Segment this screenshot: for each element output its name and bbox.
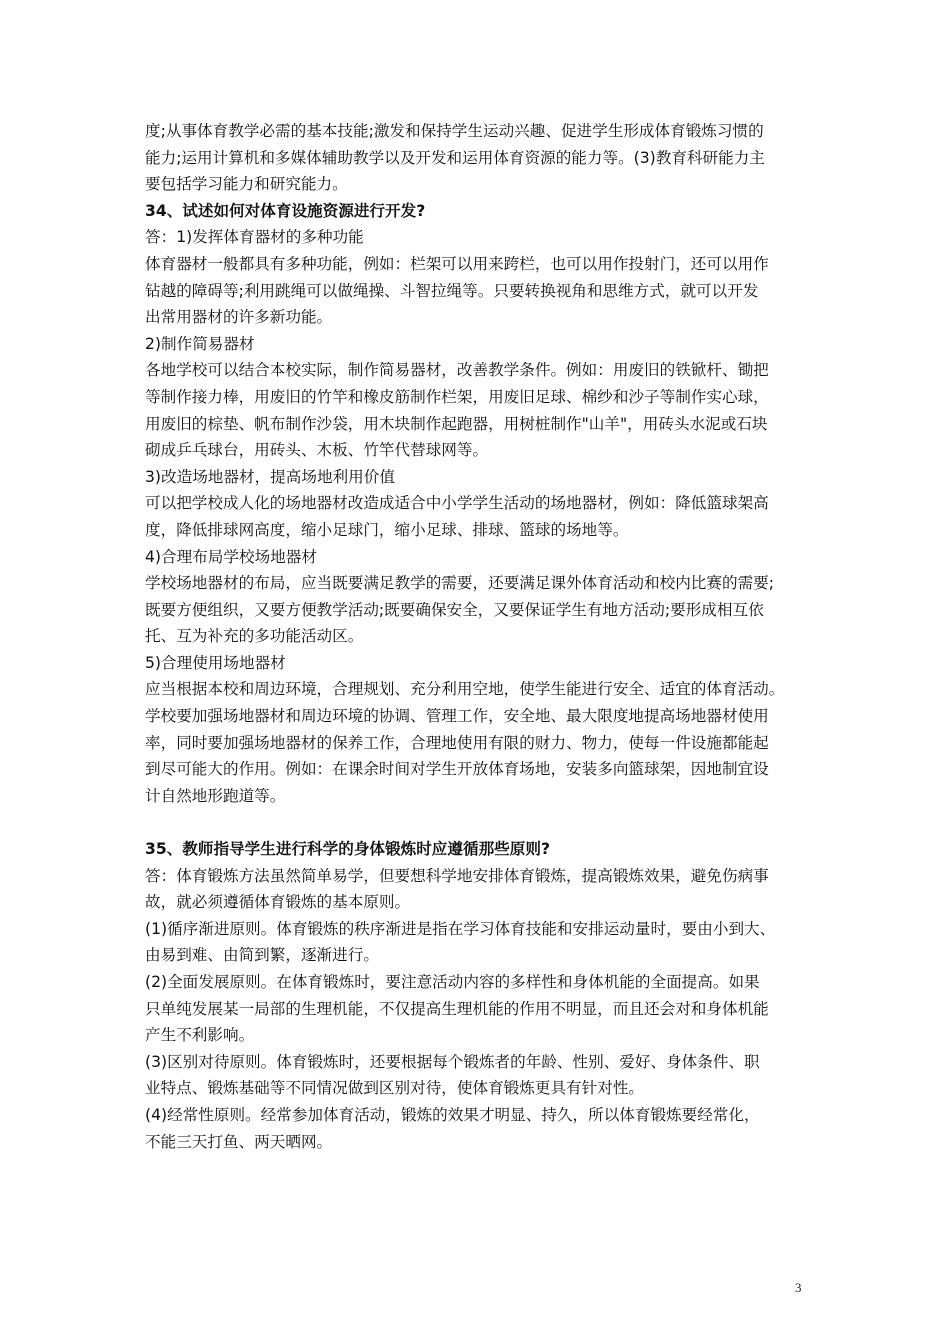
answer-34-block: [145, 224, 815, 809]
blank-line: [145, 809, 815, 836]
question-34-heading: 34、试述如何对体育设施资源进行开发?: [145, 201, 426, 220]
text-line: 3)改造场地器材，提高场地利用价值: [145, 467, 395, 486]
question-35-heading: 35、教师指导学生进行科学的身体锻炼时应遵循那些原则?: [145, 840, 550, 859]
text-line: (4)经常性原则。经常参加体育活动，锻炼的效果才明显、持久，所以体育锻炼要经常化，: [145, 1105, 760, 1124]
text-line: 托、互为补充的多功能活动区。: [145, 627, 364, 646]
text-line: 用废旧的棕垫、帆布制作沙袋，用木块制作起跑器，用树桩制作"山羊"，用砖头水泥或石块: [145, 414, 768, 433]
text-line: 度;从事体育教学必需的基本技能;激发和保持学生运动兴趣、促进学生形成体育锻炼习惯的: [145, 122, 764, 140]
text-line: 应当根据本校和周边环境，合理规划、充分利用空地，使学生能进行安全、适宜的体育活动。: [145, 680, 785, 699]
document-page: [145, 118, 815, 1155]
text-line: 2)制作简易器材: [145, 334, 255, 353]
text-line: 业特点、锻炼基础等不同情况做到区别对待，使体育锻炼更具有针对性。: [145, 1079, 645, 1098]
text-line: (1)循序渐进原则。体育锻炼的秩序渐进是指在学习体育技能和安排运动量时，要由小到大、: [145, 919, 776, 938]
answer-35-block: [145, 863, 815, 1156]
text-line: 砌成乒乓球台，用砖头、木板、竹竿代替球网等。: [145, 441, 489, 460]
text-line: 学校要加强场地器材和周边环境的协调、管理工作，安全地、最大限度地提高场地器材使用: [145, 707, 769, 726]
text-line: 计自然地形跑道等。: [145, 786, 286, 805]
text-line: 答：1)发挥体育器材的多种功能: [145, 228, 364, 247]
text-line: 既要方便组织，又要方便教学活动;既要确保安全，又要保证学生有地方活动;要形成相互依: [145, 600, 764, 619]
text-line: 不能三天打鱼、两天晒网。: [145, 1132, 333, 1151]
text-line: 产生不利影响。: [145, 1026, 255, 1045]
text-line: 各地学校可以结合本校实际，制作简易器材，改善教学条件。例如：用废旧的铁锨杆、锄把: [145, 361, 769, 380]
text-line: 度，降低排球网高度，缩小足球门，缩小足球、排球、篮球的场地等。: [145, 520, 629, 539]
text-line: 率，同时要加强场地器材的保养工作，合理地使用有限的财力、物力，使每一件设施都能起: [145, 733, 769, 752]
text-line: (2)全面发展原则。在体育锻炼时，要注意活动内容的多样性和身体机能的全面提高。如果: [145, 973, 760, 991]
text-line: 出常用器材的许多新功能。: [145, 308, 333, 327]
text-line: 故，就必须遵循体育锻炼的基本原则。: [145, 893, 411, 912]
text-line: 4)合理布局学校场地器材: [145, 547, 317, 566]
text-line: 只单纯发展某一局部的生理机能，不仅提高生理机能的作用不明显，而且还会对和身体机能: [145, 999, 769, 1018]
page-number: 3: [795, 1280, 802, 1295]
paragraph-block-1: [145, 118, 815, 198]
text-line: 答：体育锻炼方法虽然简单易学，但要想科学地安排体育锻炼，提高锻炼效果，避免伤病事: [145, 866, 769, 885]
text-line: 可以把学校成人化的场地器材改造成适合中小学学生活动的场地器材，例如：降低篮球架高: [145, 494, 769, 513]
text-line: 要包括学习能力和研究能力。: [145, 175, 348, 194]
text-line: 学校场地器材的布局，应当既要满足教学的需要，还要满足课外体育活动和校内比赛的需要;: [145, 574, 775, 593]
text-line: 能力;运用计算机和多媒体辅助教学以及开发和运用体育资源的能力等。(3)教育科研能力主: [145, 148, 765, 167]
text-line: 体育器材一般都具有多种功能，例如：栏架可以用来跨栏，也可以用作投射门，还可以用作: [145, 254, 769, 273]
text-line: 5)合理使用场地器材: [145, 653, 286, 672]
text-line: 由易到难、由简到繁，逐渐进行。: [145, 946, 379, 965]
text-line: 到尽可能大的作用。例如：在课余时间对学生开放体育场地，安装多向篮球架，因地制宜设: [145, 760, 769, 779]
text-line: 等制作接力棒，用废旧的竹竿和橡皮筋制作栏架，用废旧足球、棉纱和沙子等制作实心球，: [145, 387, 769, 406]
text-line: (3)区别对待原则。体育锻炼时，还要根据每个锻炼者的年龄、性别、爱好、身体条件、职: [145, 1052, 760, 1071]
text-line: 钻越的障碍等;利用跳绳可以做绳操、斗智拉绳等。只要转换视角和思维方式，就可以开发: [145, 281, 759, 300]
